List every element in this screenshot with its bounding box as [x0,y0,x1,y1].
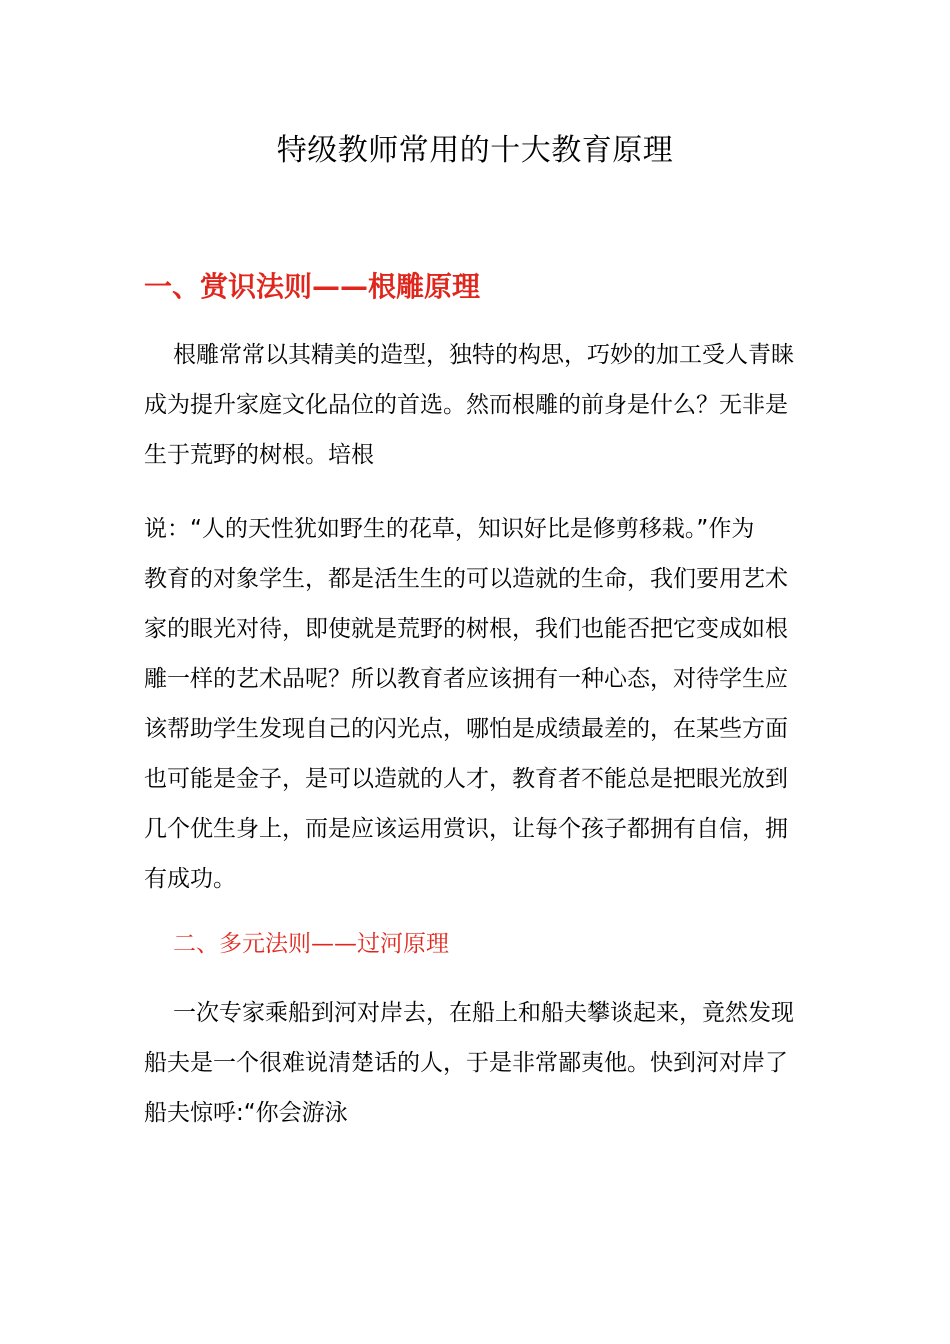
text-line: 生于荒野的树根。培根 [144,442,374,468]
text-line: 一次专家乘船到河对岸去，在船上和船夫攀谈起来，竟然发现 [173,1000,794,1026]
text-line: 该帮助学生发现自己的闪光点，哪怕是成绩最差的，在某些方面 [144,716,788,742]
text-line: 也可能是金子，是可以造就的人才，教育者不能总是把眼光放到 [144,766,788,792]
section-2-paragraph-1 [144,988,808,1138]
document-title: 特级教师常用的十大教育原理 [276,133,674,168]
section-heading-2: 二、多元法则——过河原理 [173,931,449,957]
text-line: 船夫是一个很难说清楚话的人，于是非常鄙夷他。快到河对岸了 [144,1050,788,1076]
text-line: 根雕常常以其精美的造型，独特的构思，巧妙的加工受人青睐 [173,342,794,368]
section-heading-1: 一、赏识法则——根雕原理 [144,270,481,303]
text-line: 家的眼光对待，即使就是荒野的树根，我们也能否把它变成如根 [144,616,788,642]
text-line: 几个优生身上，而是应该运用赏识，让每个孩子都拥有自信，拥 [144,816,788,842]
text-line: 说：“人的天性犹如野生的花草，知识好比是修剪移栽。”作为 [144,516,755,542]
text-line: 雕一样的艺术品呢？所以教育者应该拥有一种心态，对待学生应 [144,666,788,692]
text-line: 船夫惊呼:“你会游泳 [144,1100,348,1126]
section-1-paragraph-2 [144,504,808,904]
text-line: 教育的对象学生，都是活生生的可以造就的生命，我们要用艺术 [144,566,788,592]
section-1-paragraph-1 [144,330,808,480]
text-line: 成为提升家庭文化品位的首选。然而根雕的前身是什么？无非是 [144,392,788,418]
text-line: 有成功。 [144,866,236,892]
